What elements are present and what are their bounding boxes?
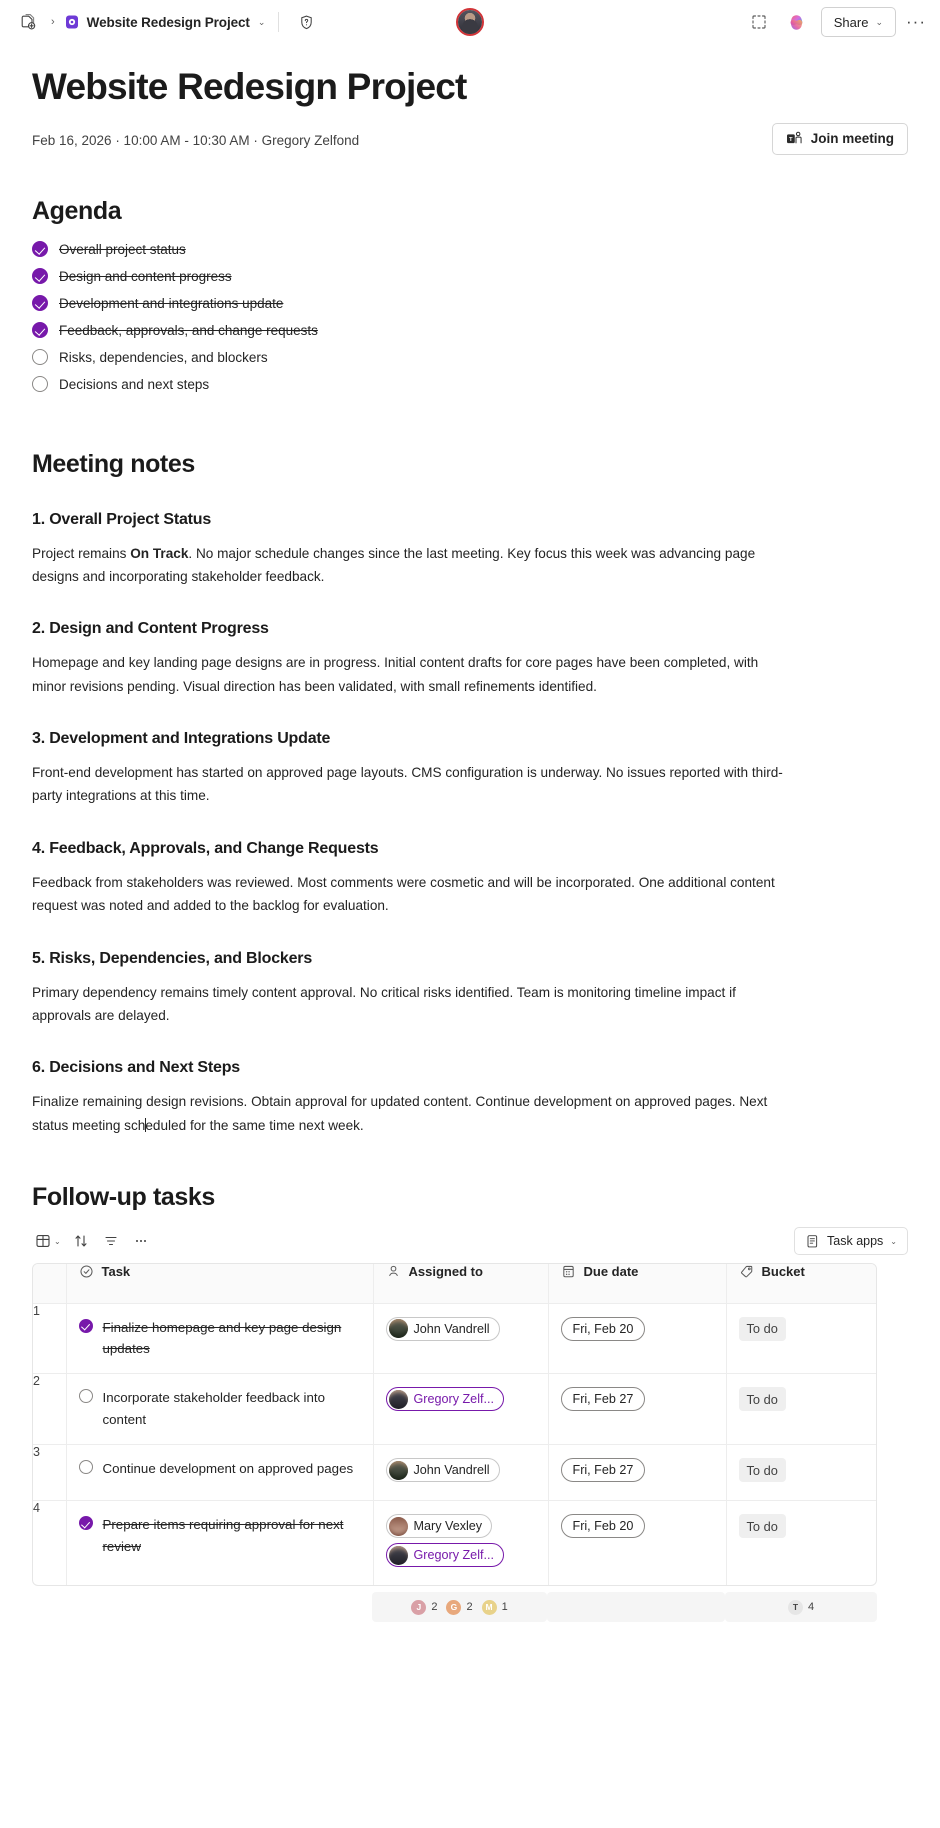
tasks-toolbar [32, 1226, 908, 1256]
assignee-name: John Vandrell [413, 1321, 490, 1336]
column-header-label: Bucket [761, 1264, 805, 1280]
table-row[interactable] [33, 1374, 877, 1445]
cell-assigned-to[interactable] [373, 1445, 548, 1501]
column-header-label: Task [101, 1264, 131, 1280]
assignee-avatar [389, 1461, 408, 1480]
bucket-pill[interactable]: To do [739, 1387, 786, 1411]
row-number: 4 [33, 1501, 66, 1586]
task-title: Incorporate stakeholder feedback into content [102, 1390, 325, 1428]
note-section-title: 6. Decisions and Next Steps [32, 1059, 241, 1077]
chevron-down-icon: ⌄ [54, 1236, 61, 1246]
due-date-pill[interactable]: Fri, Feb 20 [561, 1514, 646, 1538]
assignee-name: Gregory Zelf... [413, 1548, 494, 1563]
column-header-task[interactable] [66, 1264, 373, 1303]
page-title: Website Redesign Project [32, 66, 467, 107]
join-meeting-label: Join meeting [810, 131, 894, 147]
agenda-item[interactable] [32, 371, 908, 398]
breadcrumb-separator: › [51, 16, 55, 28]
avatar[interactable] [456, 8, 484, 36]
chevron-down-icon: ⌄ [875, 16, 884, 27]
bucket-initial: T [788, 1600, 803, 1615]
join-meeting-button[interactable] [772, 123, 908, 155]
sensitivity-shield-icon[interactable] [292, 8, 320, 36]
checkbox-checked-icon[interactable] [32, 295, 48, 311]
bucket-count: 4 [807, 1601, 815, 1614]
follow-up-tasks-heading: Follow-up tasks [32, 1183, 215, 1212]
due-date-pill[interactable]: Fri, Feb 27 [561, 1387, 646, 1411]
note-section-body [32, 542, 792, 589]
column-header-assigned-to[interactable] [373, 1264, 548, 1303]
note-section-title: 4. Feedback, Approvals, and Change Requests [32, 839, 379, 857]
bucket-pill[interactable]: To do [739, 1458, 786, 1482]
due-date-pill[interactable]: Fri, Feb 20 [561, 1317, 646, 1341]
agenda-item[interactable] [32, 290, 908, 317]
cell-task[interactable] [66, 1303, 373, 1374]
calendar-icon [561, 1264, 576, 1279]
checkbox-checked-icon[interactable] [32, 268, 48, 284]
cell-due-date[interactable] [548, 1303, 726, 1374]
summary-bucket-column[interactable] [725, 1592, 877, 1622]
teams-icon [786, 131, 803, 146]
topbar-left-group [14, 8, 320, 36]
table-row[interactable] [33, 1501, 877, 1586]
breadcrumb-document[interactable] [64, 14, 266, 30]
cell-due-date[interactable] [548, 1501, 726, 1586]
agenda-item[interactable] [32, 263, 908, 290]
assignee-count: 2 [431, 1601, 438, 1614]
task-checkbox-unchecked-icon[interactable] [79, 1389, 93, 1403]
bucket-pill[interactable]: To do [739, 1514, 786, 1538]
tasks-table-body [33, 1303, 877, 1585]
bucket-count-chip [788, 1600, 814, 1615]
cell-bucket[interactable] [726, 1501, 877, 1586]
note-section-body: Front-end development has started on approved page layouts. CMS configuration is underway. No issues reported with third-party integrations at this time. [32, 765, 783, 804]
checkmark-circle-icon [79, 1264, 94, 1279]
column-header-label: Assigned to [408, 1264, 483, 1280]
task-checkbox-checked-icon[interactable] [79, 1516, 93, 1530]
note-section-title: 2. Design and Content Progress [32, 620, 269, 638]
task-apps-icon [805, 1234, 820, 1249]
svg-text:T: T [788, 136, 793, 143]
note-text-post: eduled for the same time next week. [145, 1117, 364, 1133]
note-section-body: Primary dependency remains timely content approval. No critical risks identified. Team is monitoring timeline impact if approvals are delayed. [32, 984, 736, 1023]
cell-bucket[interactable] [726, 1303, 877, 1374]
tag-icon [739, 1264, 754, 1279]
assignee-count: 1 [501, 1601, 508, 1614]
filter-icon[interactable] [98, 1228, 124, 1254]
assignee-count: 2 [466, 1601, 473, 1614]
toolbar-divider [278, 12, 279, 32]
cell-due-date[interactable] [548, 1445, 726, 1501]
assignee-avatar [389, 1517, 408, 1536]
row-number: 1 [33, 1303, 66, 1374]
assignee-pill[interactable] [386, 1458, 500, 1482]
due-date-pill[interactable]: Fri, Feb 27 [561, 1458, 646, 1482]
agenda-heading: Agenda [32, 196, 122, 225]
assignee-initial: G [446, 1600, 461, 1615]
checkbox-unchecked-icon[interactable] [32, 349, 48, 365]
summary-assigned-to-column[interactable] [372, 1592, 547, 1622]
assignee-avatar [389, 1319, 408, 1338]
agenda-item-label: Feedback, approvals, and change requests [59, 322, 318, 338]
row-number: 2 [33, 1374, 66, 1445]
tasks-table-header [33, 1264, 877, 1303]
agenda-item-label: Design and content progress [59, 268, 232, 284]
task-title: Prepare items requiring approval for next review [102, 1517, 344, 1555]
cell-assigned-to[interactable] [373, 1303, 548, 1374]
loop-page-icon [64, 14, 80, 30]
share-button[interactable] [821, 7, 896, 37]
note-text-post: . No major schedule changes since the last meeting. Key focus this week was advancing page designs and incorporating stakeholder feedback. [32, 545, 756, 584]
assignee-pill[interactable] [386, 1387, 504, 1411]
task-apps-button[interactable] [794, 1227, 908, 1255]
cell-assigned-to[interactable] [373, 1374, 548, 1445]
column-header-due-date[interactable] [548, 1264, 726, 1303]
chevron-down-icon[interactable]: ⌄ [257, 16, 266, 27]
cell-task[interactable] [66, 1445, 373, 1501]
task-checkbox-unchecked-icon[interactable] [79, 1460, 93, 1474]
assignee-count-chip [446, 1600, 472, 1615]
checkbox-checked-icon[interactable] [32, 322, 48, 338]
agenda-item-label: Development and integrations update [59, 295, 284, 311]
assignee-name: Gregory Zelf... [413, 1392, 494, 1407]
note-text-pre: Finalize remaining design revisions. Obtain approval for updated content. Continue development on approved pages. Next status meeting sch [32, 1094, 768, 1133]
task-title: Continue development on approved pages [102, 1461, 354, 1477]
note-section-body [32, 1090, 792, 1137]
note-section-title: 5. Risks, Dependencies, and Blockers [32, 949, 313, 967]
bucket-pill[interactable]: To do [739, 1317, 786, 1341]
column-header-label: Due date [583, 1264, 639, 1280]
assignee-pill[interactable] [386, 1514, 493, 1538]
share-label: Share [833, 14, 869, 30]
more-options-button[interactable]: ··· [906, 12, 926, 31]
copilot-icon[interactable] [783, 8, 811, 36]
agenda-item-label: Risks, dependencies, and blockers [59, 349, 268, 365]
tasks-toolbar-left [32, 1228, 154, 1254]
cell-task[interactable] [66, 1374, 373, 1445]
assignee-name: Mary Vexley [413, 1519, 483, 1534]
row-number: 3 [33, 1445, 66, 1501]
task-apps-label: Task apps [827, 1234, 884, 1249]
sort-icon[interactable] [68, 1228, 94, 1254]
assignee-avatar [389, 1546, 408, 1565]
note-section-title: 1. Overall Project Status [32, 510, 212, 528]
note-text-pre: Project remains [32, 545, 131, 561]
summary-due-date-column[interactable] [547, 1592, 725, 1622]
task-title: Finalize homepage and key page design updates [102, 1319, 342, 1357]
more-options-icon[interactable] [128, 1228, 154, 1254]
cell-bucket[interactable] [726, 1374, 877, 1445]
topbar-right-group [745, 7, 926, 37]
agenda-item[interactable] [32, 236, 908, 263]
cell-due-date[interactable] [548, 1374, 726, 1445]
assignee-count-chip [411, 1600, 437, 1615]
note-text-bold: On Track [130, 545, 189, 561]
meeting-notes-heading: Meeting notes [32, 449, 195, 478]
meeting-meta: Feb 16, 2026 · 10:00 AM - 10:30 AM · Gregory Zelfond [32, 132, 360, 148]
tasks-table-container [32, 1263, 877, 1586]
task-checkbox-checked-icon[interactable] [79, 1319, 93, 1333]
assignee-pill[interactable] [386, 1317, 500, 1341]
top-chrome-bar [0, 0, 940, 44]
immersive-reader-icon[interactable] [745, 8, 773, 36]
column-header-rownum [33, 1264, 66, 1303]
agenda-item[interactable] [32, 344, 908, 371]
table-header-row [33, 1264, 877, 1303]
person-icon [386, 1264, 401, 1279]
meeting-meta-row [32, 123, 908, 155]
note-section-title: 3. Development and Integrations Update [32, 730, 331, 748]
assignee-initial: M [482, 1600, 497, 1615]
assignee-avatar [389, 1390, 408, 1409]
copilot-pages-icon[interactable] [14, 8, 42, 36]
table-row[interactable] [33, 1303, 877, 1374]
document-title-breadcrumb: Website Redesign Project [86, 14, 250, 30]
avatar-image [458, 10, 482, 34]
cell-task[interactable] [66, 1501, 373, 1586]
note-section-body: Homepage and key landing page designs are in progress. Initial content drafts for core pages have been completed, with minor revisions pending. Visual direction has been validated, with small refinements identified. [32, 655, 759, 694]
document-body [0, 44, 940, 1622]
assignee-count-chip [482, 1600, 508, 1615]
agenda-item-label: Decisions and next steps [59, 376, 210, 392]
agenda-item-label: Overall project status [59, 241, 186, 257]
agenda-item[interactable] [32, 317, 908, 344]
checkbox-unchecked-icon[interactable] [32, 376, 48, 392]
summary-task-column [65, 1592, 372, 1622]
assignee-pill[interactable] [386, 1543, 504, 1567]
checkbox-checked-icon[interactable] [32, 241, 48, 257]
column-header-bucket[interactable] [726, 1264, 877, 1303]
tasks-table-summary-bar [32, 1592, 877, 1622]
table-row[interactable] [33, 1445, 877, 1501]
grid-view-icon[interactable] [32, 1228, 64, 1254]
assignee-initial: J [411, 1600, 426, 1615]
agenda-list [32, 236, 908, 398]
note-section-body: Feedback from stakeholders was reviewed. Most comments were cosmetic and will be incorporated. One additional content request was noted and added to the backlog for evaluation. [32, 874, 775, 914]
chevron-down-icon: ⌄ [890, 1236, 897, 1246]
assignee-name: John Vandrell [413, 1463, 490, 1478]
cell-assigned-to[interactable] [373, 1501, 548, 1586]
tasks-table [33, 1264, 877, 1585]
cell-bucket[interactable] [726, 1445, 877, 1501]
